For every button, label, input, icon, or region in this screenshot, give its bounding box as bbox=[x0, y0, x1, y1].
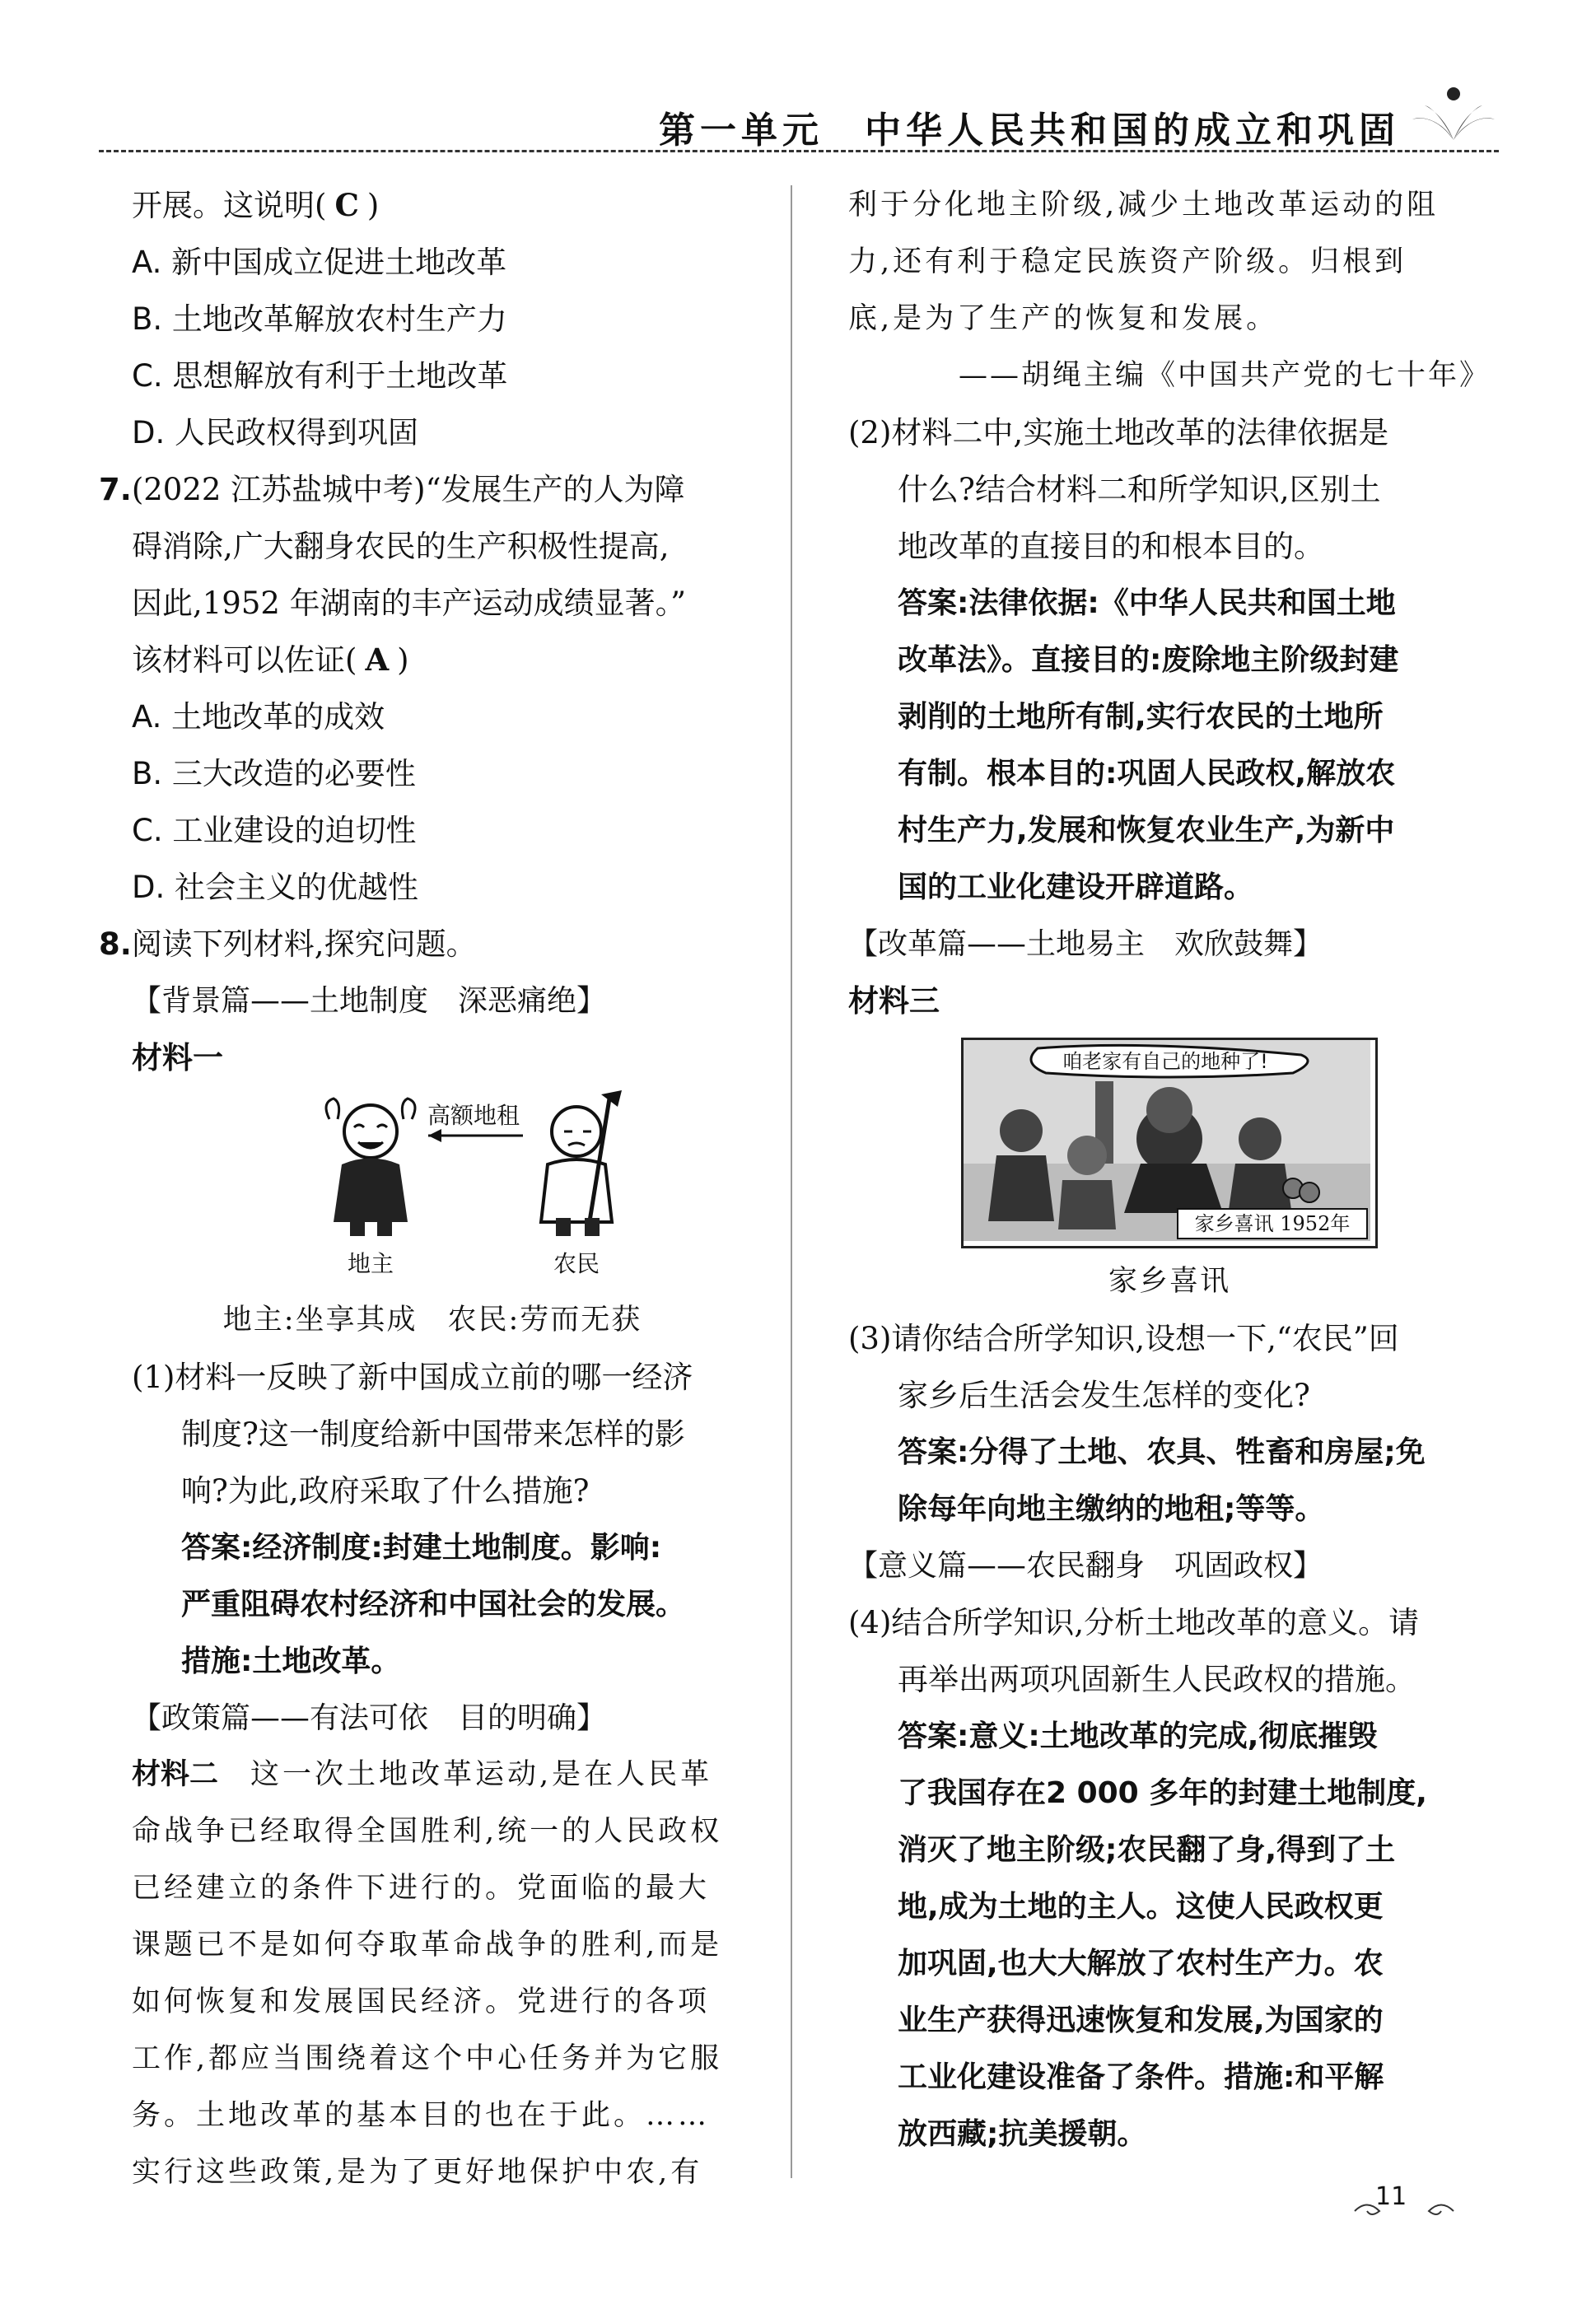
material1-label: 材料一 bbox=[132, 1040, 223, 1075]
q6-answer: C bbox=[334, 187, 359, 223]
a4-line-6: 业生产获得迅速恢复和发展,为国家的 bbox=[898, 2004, 1384, 2037]
arrow-label: 高额地租 bbox=[427, 1102, 520, 1129]
q6-option-b: B. 土地改革解放农村生产力 bbox=[132, 301, 507, 337]
section-policy: 【政策篇——有法可依 目的明确】 bbox=[132, 1701, 607, 1735]
cartoon-drawing bbox=[964, 1040, 1370, 1241]
a3-line-1: 答案:分得了土地、农具、牲畜和房屋;免 bbox=[898, 1435, 1426, 1469]
q2-line-1: (2)材料二中,实施土地改革的法律依据是 bbox=[848, 415, 1389, 450]
section-reform: 【改革篇——土地易主 欢欣鼓舞】 bbox=[848, 927, 1323, 961]
header-dashed-rule bbox=[99, 150, 1499, 152]
material2-line-5: 如何恢复和发展国民经济。党进行的各项 bbox=[132, 1985, 711, 2018]
q7-answer: A bbox=[365, 641, 390, 678]
q7-stem-line-1: 7.(2022 江苏盐城中考)“发展生产的人为障 bbox=[99, 472, 685, 507]
material2-line-4: 课题已不是如何夺取革命战争的胜利,而是 bbox=[132, 1929, 723, 1962]
material2-line-6: 工作,都应当围绕着这个中心任务并为它服 bbox=[132, 2042, 723, 2075]
a4-line-1: 答案:意义:土地改革的完成,彻底摧毁 bbox=[898, 1719, 1378, 1753]
q2-line-3: 地改革的直接目的和根本目的。 bbox=[898, 529, 1324, 564]
a2-line-4: 有制。根本目的:巩固人民政权,解放农 bbox=[898, 757, 1396, 791]
q4-line-2: 再举出两项巩固新生人民政权的措施。 bbox=[898, 1662, 1416, 1697]
leaf-ornament-icon bbox=[1408, 82, 1499, 148]
a4-line-2: 了我国存在2 000 多年的封建土地制度, bbox=[898, 1776, 1427, 1810]
q3-line-1: (3)请你结合所学知识,设想一下,“农民”回 bbox=[848, 1321, 1399, 1356]
a1-line-1: 答案:经济制度:封建土地制度。影响: bbox=[181, 1531, 662, 1565]
a2-line-1: 答案:法律依据:《中华人民共和国土地 bbox=[898, 586, 1396, 620]
a1-line-3: 措施:土地改革。 bbox=[181, 1645, 401, 1678]
a2-line-5: 村生产力,发展和恢复农业生产,为新中 bbox=[898, 814, 1395, 847]
a2-line-2: 改革法》。直接目的:废除地主阶级封建 bbox=[898, 643, 1399, 677]
material2-cont-line-2: 力,还有利于稳定民族资产阶级。归根到 bbox=[848, 245, 1407, 278]
material2-line-3: 已经建立的条件下进行的。党面临的最大 bbox=[132, 1872, 711, 1905]
peasant-label: 农民 bbox=[553, 1250, 600, 1277]
q3-line-2: 家乡后生活会发生怎样的变化? bbox=[898, 1378, 1310, 1413]
page-number: 11 bbox=[1375, 2182, 1407, 2211]
landlord-label: 地主 bbox=[347, 1250, 394, 1277]
q7-stem-line-3: 因此,1952 年湖南的丰产运动成绩显著。” bbox=[132, 585, 687, 621]
material2-line-1: 材料二 这一次土地改革运动,是在人民革 bbox=[132, 1758, 713, 1791]
q6-option-d: D. 人民政权得到巩固 bbox=[132, 415, 419, 450]
q7-option-c: C. 工业建设的迫切性 bbox=[132, 813, 417, 848]
a4-line-8: 放西藏;抗美援朝。 bbox=[898, 2117, 1147, 2151]
section-meaning: 【意义篇——农民翻身 巩固政权】 bbox=[848, 1549, 1323, 1583]
page-header bbox=[99, 82, 1499, 156]
q7-stem-line-2: 碍消除,广大翻身农民的生产积极性提高, bbox=[132, 529, 670, 564]
q7-number: 7. bbox=[99, 472, 132, 507]
q8-stem: 8.阅读下列材料,探究问题。 bbox=[99, 926, 477, 962]
figure1-caption: 地主:坐享其成 农民:劳而无获 bbox=[222, 1304, 642, 1337]
q1-line-2: 制度?这一制度给新中国带来怎样的影 bbox=[181, 1416, 685, 1452]
q6-stem-tail: 开展。这说明( C ) bbox=[132, 187, 380, 223]
q7-option-a: A. 土地改革的成效 bbox=[132, 699, 385, 735]
cartoon-inner-caption: 家乡喜讯 1952年 bbox=[1194, 1212, 1351, 1235]
q7-option-d: D. 社会主义的优越性 bbox=[132, 870, 419, 905]
q8-number: 8. bbox=[99, 926, 132, 962]
material2-cont-line-1: 利于分化地主阶级,减少土地改革运动的阻 bbox=[848, 189, 1440, 222]
a4-line-4: 地,成为土地的主人。这使人民政权更 bbox=[898, 1890, 1384, 1924]
hometown-news-cartoon bbox=[961, 1038, 1378, 1248]
figure2-caption: 家乡喜讯 bbox=[1108, 1265, 1230, 1298]
material2-label: 材料二 bbox=[132, 1758, 219, 1791]
q6-option-c: C. 思想解放有利于土地改革 bbox=[132, 358, 508, 394]
a1-line-2: 严重阻碍农村经济和中国社会的发展。 bbox=[181, 1588, 686, 1621]
q7-option-b: B. 三大改造的必要性 bbox=[132, 756, 416, 791]
right-column bbox=[848, 177, 1491, 2162]
unit-title: 第一单元 中华人民共和国的成立和巩固 bbox=[659, 110, 1400, 152]
a3-line-2: 除每年向地主缴纳的地租;等等。 bbox=[898, 1492, 1325, 1526]
illustration-drawing bbox=[305, 1086, 651, 1292]
a2-line-3: 剥削的土地所有制,实行农民的土地所 bbox=[898, 700, 1384, 734]
q4-line-1: (4)结合所学知识,分析土地改革的意义。请 bbox=[848, 1605, 1420, 1640]
speech-bubble-text: 咱老家有自己的地种了! bbox=[1062, 1050, 1268, 1073]
q7-stem-tail: 该材料可以佐证( A ) bbox=[132, 641, 409, 678]
column-divider bbox=[791, 185, 792, 2178]
material2-line-2: 命战争已经取得全国胜利,统一的人民政权 bbox=[132, 1815, 723, 1848]
q6-option-a: A. 新中国成立促进土地改革 bbox=[132, 245, 507, 280]
a4-line-5: 加巩固,也大大解放了农村生产力。农 bbox=[898, 1947, 1384, 1980]
landlord-peasant-illustration bbox=[305, 1086, 651, 1292]
a4-line-3: 消灭了地主阶级;农民翻了身,得到了土 bbox=[898, 1833, 1396, 1867]
a2-line-6: 国的工业化建设开辟道路。 bbox=[898, 870, 1254, 904]
material2-source: ——胡绳主编《中国共产党的七十年》 bbox=[958, 359, 1491, 392]
left-column bbox=[99, 177, 766, 2201]
material2-line-8: 实行这些政策,是为了更好地保护中农,有 bbox=[132, 2156, 703, 2189]
q1-line-1: (1)材料一反映了新中国成立前的哪一经济 bbox=[132, 1360, 693, 1395]
q1-line-3: 响?为此,政府采取了什么措施? bbox=[181, 1473, 590, 1509]
material3-label: 材料三 bbox=[848, 983, 940, 1019]
material2-cont-line-3: 底,是为了生产的恢复和发展。 bbox=[848, 302, 1279, 335]
material2-line-7: 务。土地改革的基本目的也在于此。…… bbox=[132, 2099, 711, 2132]
a4-line-7: 工业化建设准备了条件。措施:和平解 bbox=[898, 2060, 1384, 2094]
section-background: 【背景篇——土地制度 深恶痛绝】 bbox=[132, 984, 607, 1018]
q2-line-2: 什么?结合材料二和所学知识,区别土 bbox=[898, 472, 1381, 507]
